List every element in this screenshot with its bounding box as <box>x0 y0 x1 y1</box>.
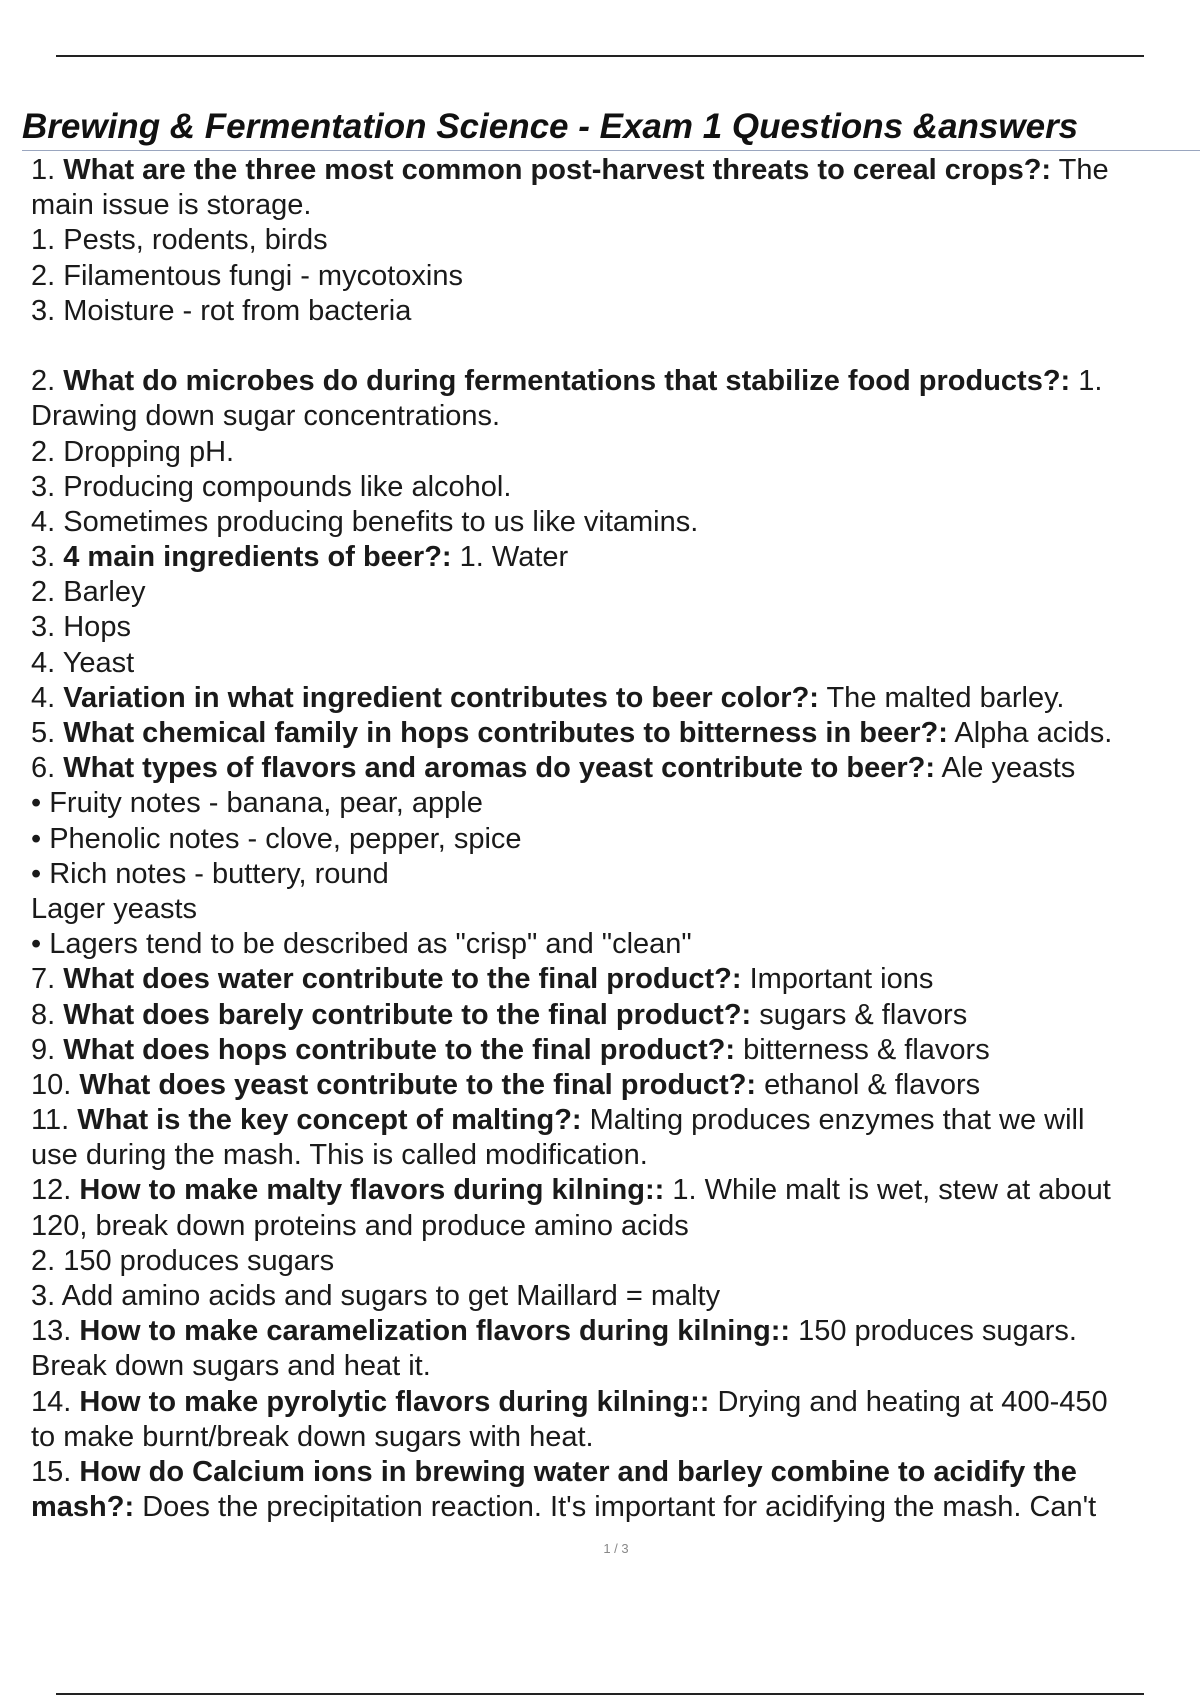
answer-line: 3. Moisture - rot from bacteria <box>31 294 412 327</box>
question-text: What chemical family in hops contributes to bitterness in beer?: <box>63 717 948 749</box>
answer-text: 1. Water <box>451 541 569 574</box>
question-text: What does hops contribute to the final product?: <box>63 1033 736 1066</box>
answer-text: Ale yeasts <box>935 752 1076 785</box>
answer-text: Important ions <box>741 963 934 996</box>
question-text: What does barely contribute to the final product?: <box>63 998 752 1031</box>
question-number: 8. <box>31 998 56 1031</box>
answer-text: Does the precipitation reaction. It's important for acidifying the mash. Can't <box>134 1491 1097 1524</box>
answer-text: The malted barley. <box>818 681 1065 714</box>
question-number: 1. <box>31 154 56 186</box>
answer-line: 2. Dropping pH. <box>31 435 235 468</box>
question-text: What does yeast contribute to the final product?: <box>79 1068 757 1101</box>
answer-text: Malting produces enzymes that we will <box>581 1104 1085 1137</box>
answer-text: ethanol & flavors <box>756 1068 981 1101</box>
answer-line: 2. Barley <box>31 576 146 609</box>
question-line <box>31 1455 1200 1490</box>
question-line <box>31 998 1200 1033</box>
question-line <box>31 716 1200 751</box>
answer-text: sugars & flavors <box>751 998 968 1031</box>
answer-line: 3. Hops <box>31 611 131 644</box>
question-line <box>31 1033 1200 1068</box>
answer-line: 3. Producing compounds like alcohol. <box>31 470 512 503</box>
question-line <box>31 1173 1200 1208</box>
question-number: 9. <box>31 1033 56 1066</box>
question-number: 7. <box>31 963 56 996</box>
question-text: mash?: <box>31 1491 135 1524</box>
question-text: What does water contribute to the final product?: <box>63 963 742 996</box>
answer-line: use during the mash. This is called modification. <box>31 1139 648 1172</box>
question-line <box>31 1385 1200 1420</box>
question-line <box>31 1314 1200 1349</box>
question-line <box>31 962 1200 997</box>
question-text: What are the three most common post-harvest threats to cereal crops?: <box>63 154 1052 186</box>
question-number: 15. <box>31 1455 72 1488</box>
question-text: How to make pyrolytic flavors during kilning:: <box>79 1385 710 1418</box>
question-text: What is the key concept of malting?: <box>77 1104 582 1137</box>
question-text: Variation in what ingredient contributes to beer color?: <box>63 681 819 714</box>
answer-text: 150 produces sugars. <box>790 1315 1077 1348</box>
answer-line: • Fruity notes - banana, pear, apple <box>31 787 483 820</box>
question-number: 2. <box>31 365 56 398</box>
question-text: How to make malty flavors during kilning:: <box>79 1174 665 1207</box>
question-number: 11. <box>31 1104 70 1137</box>
answer-text: 1. While malt is wet, stew at about <box>664 1174 1111 1207</box>
question-line <box>31 540 1200 575</box>
answer-text: bitterness & flavors <box>735 1033 990 1066</box>
question-text: How to make caramelization flavors during kilning:: <box>79 1315 791 1348</box>
question-line <box>31 681 1200 716</box>
answer-line: 120, break down proteins and produce amino acids <box>31 1209 689 1242</box>
answer-line: Break down sugars and heat it. <box>31 1350 431 1383</box>
answer-line: Lager yeasts <box>31 892 198 925</box>
answer-line: to make burnt/break down sugars with heat. <box>31 1420 594 1453</box>
question-text: What types of flavors and aromas do yeast contribute to beer?: <box>63 752 936 785</box>
question-number: 3. <box>31 541 56 574</box>
question-number: 5. <box>31 717 56 749</box>
question-number: 12. <box>31 1174 72 1207</box>
title-underline <box>22 150 1200 151</box>
question-line <box>31 1068 1200 1103</box>
page-title: Brewing & Fermentation Science - Exam 1 Questions &answers <box>22 107 1079 146</box>
question-number: 14. <box>31 1385 72 1418</box>
question-number: 10. <box>31 1068 72 1101</box>
answer-line: main issue is storage. <box>31 189 312 222</box>
answer-line: 2. 150 produces sugars <box>31 1244 335 1277</box>
question-text: How do Calcium ions in brewing water and barley combine to acidify the <box>79 1455 1077 1488</box>
top-rule <box>56 55 1144 57</box>
bottom-rule <box>56 1693 1144 1695</box>
page-number: 1 / 3 <box>603 1541 629 1556</box>
answer-line: 2. Filamentous fungi - mycotoxins <box>31 259 463 292</box>
title-block <box>22 106 1200 150</box>
blank-line <box>31 329 1200 364</box>
qa-content <box>31 153 1200 1553</box>
answer-line: • Rich notes - buttery, round <box>31 857 389 890</box>
question-text: What do microbes do during fermentations that stabilize food products?: <box>63 365 1071 398</box>
question-number: 6. <box>31 752 56 785</box>
answer-line: • Phenolic notes - clove, pepper, spice <box>31 822 522 855</box>
question-number: 13. <box>31 1315 72 1348</box>
answer-text: 1. <box>1070 365 1103 398</box>
answer-text: Alpha acids. <box>947 717 1113 749</box>
answer-line: 4. Yeast <box>31 646 135 679</box>
question-line <box>31 364 1200 399</box>
answer-line: 4. Sometimes producing benefits to us like vitamins. <box>31 505 699 538</box>
answer-line: • Lagers tend to be described as "crisp" and "clean" <box>31 928 692 961</box>
answer-line: 1. Pests, rodents, birds <box>31 224 328 257</box>
question-line <box>31 1103 1200 1138</box>
answer-text: Drying and heating at 400-450 <box>709 1385 1108 1418</box>
answer-line: Drawing down sugar concentrations. <box>31 400 501 433</box>
answer-line: 3. Add amino acids and sugars to get Maillard = malty <box>31 1280 721 1312</box>
question-line <box>31 1490 1200 1525</box>
question-line <box>31 751 1200 786</box>
question-text: 4 main ingredients of beer?: <box>63 541 452 574</box>
question-number: 4. <box>31 681 56 714</box>
question-line <box>31 153 1200 188</box>
answer-text: The <box>1051 154 1109 186</box>
